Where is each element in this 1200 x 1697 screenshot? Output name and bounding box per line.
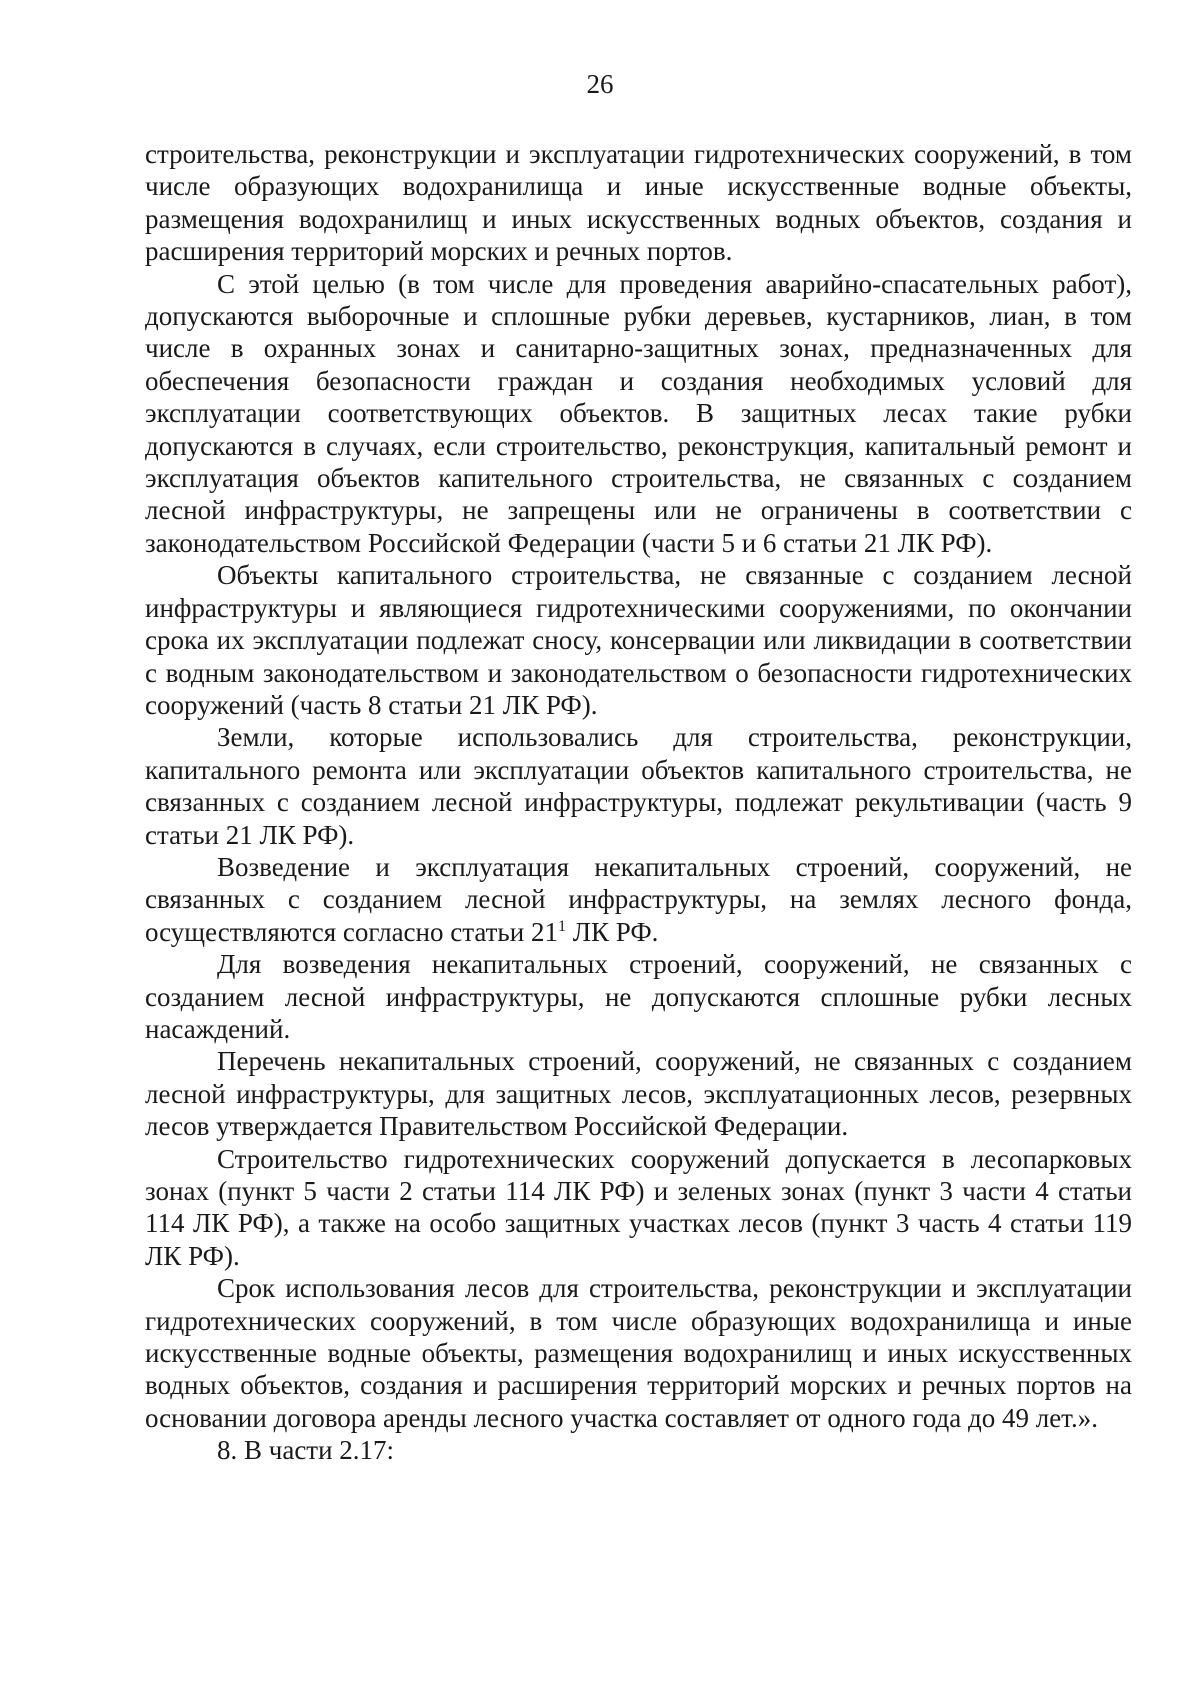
paragraph-felling-purpose: С этой целью (в том числе для проведения аварийно-спасательных работ), допускаются выборочные и сплошные рубки деревьев, кустарников, лиан, в том числе в охранных зонах и санитарно-защитных зонах, предназначенных для обеспечения безопасности граждан и создания необходимых условий для эксплуатации соответствующих объектов. В защитных лесах такие рубки допускаются в случаях, если строительство, реконструкция, капитальный ремонт и эксплуатация объектов капительного строительства, не связанных с созданием лесной инфраструктуры, не запрещены или не ограничены в соответствии с законодательством Российской Федерации (части 5 и 6 статьи 21 ЛК РФ). xyxy=(145,268,1132,558)
paragraph-text-end: ЛК РФ. xyxy=(565,916,659,947)
paragraph-noncapital-construction xyxy=(145,851,1132,948)
paragraph-continuation: строительства, реконструкции и эксплуатации гидротехнических сооружений, в том числе образующих водохранилища и иные искусственные водные объекты, размещения водохранилищ и иных искусственных водных объектов, создания и расширения территорий морских и речных портов. xyxy=(145,139,1132,267)
paragraph-text: Возведение и эксплуатация некапитальных строений, сооружений, не связанных с созданием лесной инфраструктуры, на землях лесного фонда, осуществляются согласно статьи 21 xyxy=(145,851,1132,947)
paragraph-item-8: 8. В части 2.17: xyxy=(217,1435,395,1466)
paragraph-noncapital-felling: Для возведения некапитальных строений, сооружений, не связанных с созданием лесной инфраструктуры, не допускаются сплошные рубки лесных насаждений. xyxy=(145,949,1132,1044)
superscript: 1 xyxy=(557,917,566,935)
page-number: 26 xyxy=(586,69,614,99)
paragraph-lease-term: Срок использования лесов для строительства, реконструкции и эксплуатации гидротехнических сооружений, в том числе образующих водохранилища и иные искусственные водные объекты, размещения водохранилищ и иных искусственных водных объектов, создания и расширения территорий морских и речных портов на основании договора аренды лесного участка составляет от одного года до 49 лет.». xyxy=(145,1273,1132,1433)
paragraph-hydro-construction: Строительство гидротехнических сооружений допускается в лесопарковых зонах (пункт 5 части 2 статьи 114 ЛК РФ) и зеленых зонах (пункт 3 части 4 статьи 114 ЛК РФ), а также на особо защитных участках лесов (пункт 3 часть 4 статьи 119 ЛК РФ). xyxy=(145,1143,1132,1271)
paragraph-land-recultivation: Земли, которые использовались для строительства, реконструкции, капитального ремонта или эксплуатации объектов капитального строительства, не связанных с созданием лесной инфраструктуры, подлежат рекультивации (часть 9 статьи 21 ЛК РФ). xyxy=(145,722,1132,850)
document-body xyxy=(145,138,1132,1467)
paragraph-capital-objects: Объекты капитального строительства, не связанные с созданием лесной инфраструктуры и являющиеся гидротехническими сооружениями, по окончании срока их эксплуатации подлежат сносу, консервации или ликвидации в соответствии с водным законодательством и законодательством о безопасности гидротехнических сооружений (часть 8 статьи 21 ЛК РФ). xyxy=(145,560,1132,720)
paragraph-noncapital-list: Перечень некапитальных строений, сооружений, не связанных с созданием лесной инфраструктуры, для защитных лесов, эксплуатационных лесов, резервных лесов утверждается Правительством Российской Федерации. xyxy=(145,1046,1132,1142)
